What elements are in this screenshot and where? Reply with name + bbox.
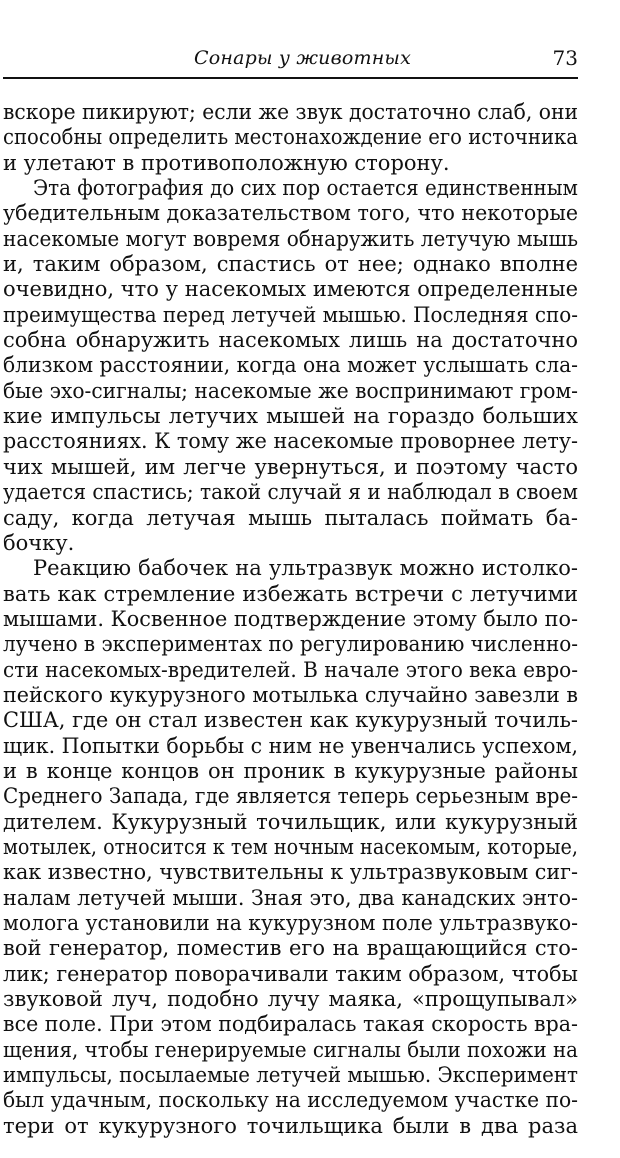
text-line: насекомые могут вовремя обнаружить летучую мышь bbox=[3, 226, 578, 251]
text-line: чих мышей, им легче увернуться, и поэтому часто bbox=[3, 454, 578, 479]
text-line: кие импульсы летучих мышей на гораздо больших bbox=[3, 404, 578, 429]
text-line: и улетают в противоположную сторону. bbox=[3, 150, 450, 175]
text-line: налам летучей мыши. Зная это, два канадских энто- bbox=[3, 885, 579, 910]
text-line: бочку. bbox=[3, 530, 75, 555]
text-line: бые эхо-сигналы; насекомые же воспринимают гром- bbox=[3, 378, 579, 403]
text-line: был удачным, поскольку на исследуемом участке по- bbox=[3, 1088, 578, 1113]
text-line: дителем. Кукурузный точильщик, или кукурузный bbox=[3, 809, 578, 834]
text-line: молога установили на кукурузном поле ультразвуко- bbox=[3, 911, 579, 935]
header-rule bbox=[3, 77, 578, 79]
text-line: очевидно, что у насекомых имеются определенные bbox=[3, 277, 578, 302]
running-title: Сонары у животных bbox=[194, 47, 412, 69]
text-line: и, таким образом, спастись от нее; однако вполне bbox=[3, 252, 578, 277]
text-line: удается спастись; такой случай я и наблюдал в своем bbox=[3, 480, 578, 505]
text-line: и в конце концов он проник в кукурузные районы bbox=[3, 758, 578, 783]
text-line: звуковой луч, подобно лучу маяка, «прощупывал» bbox=[3, 987, 578, 1012]
text-line: вой генератор, поместив его на вращающийся сто- bbox=[3, 936, 578, 961]
text-line: расстояниях. К тому же насекомые проворнее лету- bbox=[3, 429, 578, 454]
text-line: импульсы, посылаемые летучей мышью. Эксперимент bbox=[3, 1063, 579, 1088]
text-line: лик; генератор поворачивали таким образом, чтобы bbox=[3, 961, 578, 986]
text-line: близком расстоянии, когда она может услышать сла- bbox=[3, 353, 578, 378]
text-line: все поле. При этом подбиралась такая скорость вра- bbox=[3, 1012, 578, 1037]
text-line: Среднего Запада, где является теперь серьезным вре- bbox=[3, 784, 579, 809]
text-line: щик. Попытки борьбы с ним не увенчались успехом, bbox=[3, 733, 579, 758]
text-line: сти насекомых-вредителей. В начале этого века евро- bbox=[3, 657, 579, 682]
text-line: тери от кукурузного точильщика были в два раза bbox=[3, 1113, 578, 1138]
text-line: лучено в экспериментах по регулированию численно- bbox=[3, 632, 578, 657]
running-header bbox=[0, 44, 578, 74]
text-line: вскоре пикируют; если же звук достаточно слаб, они bbox=[3, 100, 578, 124]
text-line: преимущества перед летучей мышью. Последняя спо- bbox=[3, 302, 579, 327]
text-line: щения, чтобы генерируемые сигналы были похожи на bbox=[3, 1037, 578, 1062]
text-line: Реакцию бабочек на ультразвук можно истолко- bbox=[33, 556, 578, 581]
text-line: способны определить местонахождение его источника bbox=[3, 125, 578, 150]
text-line: собна обнаружить насекомых лишь на достаточно bbox=[3, 328, 578, 353]
page-number: 73 bbox=[552, 46, 578, 70]
text-line: как известно, чувствительны к ультразвуковым сиг- bbox=[3, 860, 579, 885]
text-line: мышами. Косвенное подтверждение этому было по- bbox=[3, 606, 578, 631]
text-line: вать как стремление избежать встречи с летучими bbox=[3, 581, 578, 606]
text-line: США, где он стал известен как кукурузный точиль- bbox=[3, 708, 579, 733]
text-line: убедительным доказательством того, что некоторые bbox=[3, 201, 579, 226]
text-line: пейского кукурузного мотылька случайно завезли в bbox=[3, 682, 579, 707]
text-line: мотылек, относится к тем ночным насекомым, которые, bbox=[3, 834, 579, 859]
text-line: саду, когда летучая мышь пыталась поймать ба- bbox=[3, 505, 578, 530]
text-line: Эта фотография до сих пор остается единственным bbox=[33, 176, 578, 201]
body-text bbox=[3, 100, 578, 1139]
